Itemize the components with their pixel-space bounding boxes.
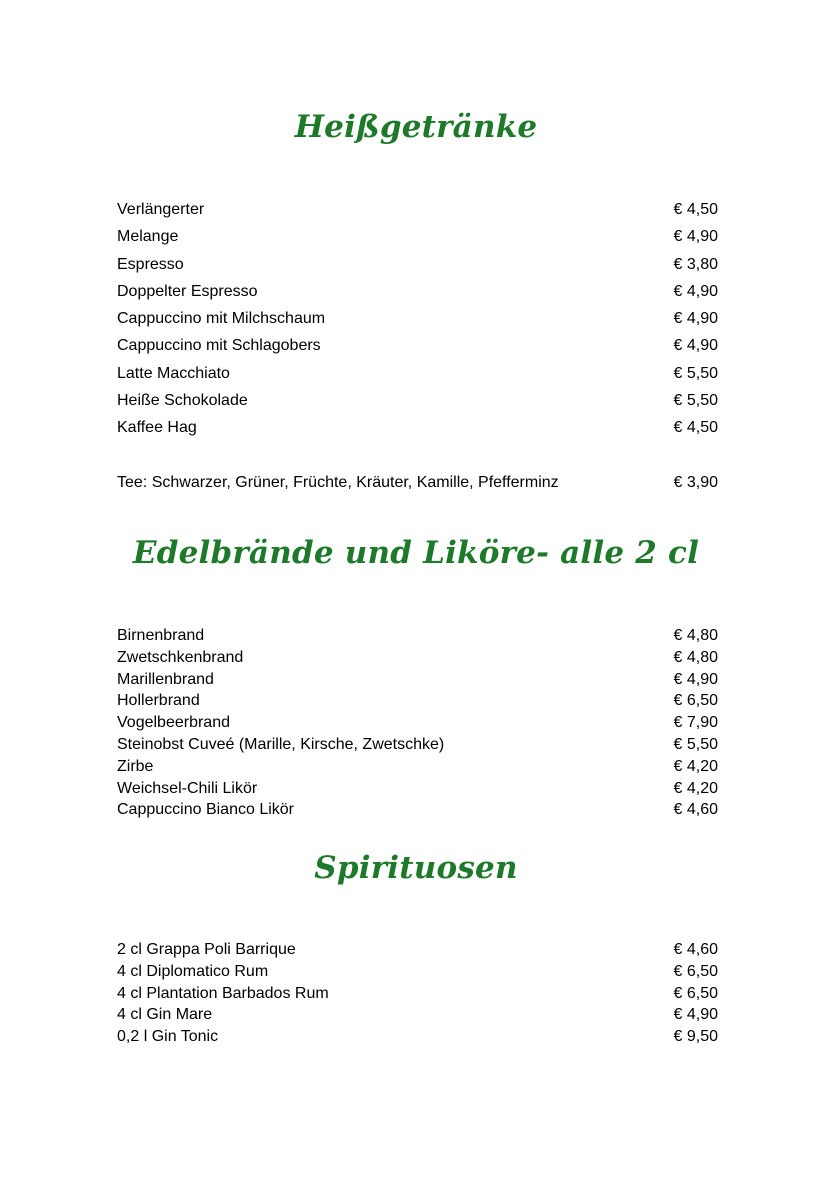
section-heading-spirits: Spirituosen bbox=[314, 850, 518, 886]
item-price: € 6,50 bbox=[673, 962, 718, 980]
item-price: € 4,50 bbox=[673, 201, 718, 218]
menu-item bbox=[117, 647, 718, 669]
item-price: € 4,20 bbox=[673, 757, 718, 775]
menu-item bbox=[117, 332, 718, 359]
item-price: € 7,90 bbox=[673, 714, 718, 732]
item-name: Marillenbrand bbox=[117, 670, 214, 688]
menu-item bbox=[117, 223, 718, 250]
item-name: Cappuccino mit Schlagobers bbox=[117, 337, 321, 355]
item-price: € 4,60 bbox=[673, 941, 718, 958]
item-price: € 4,90 bbox=[673, 670, 718, 688]
item-price: € 4,90 bbox=[673, 337, 718, 355]
item-price: € 4,60 bbox=[673, 801, 718, 819]
item-name: Melange bbox=[117, 228, 179, 246]
item-name: Tee: Schwarzer, Grüner, Früchte, Kräuter, Kamille, Pfefferminz bbox=[117, 474, 559, 491]
menu-item bbox=[117, 251, 718, 278]
menu-item bbox=[117, 939, 718, 961]
menu-item bbox=[117, 196, 718, 223]
item-price: € 5,50 bbox=[673, 392, 718, 410]
menu-item bbox=[117, 305, 718, 332]
menu-item bbox=[117, 1004, 718, 1026]
menu-item bbox=[117, 669, 718, 691]
item-price: € 4,90 bbox=[673, 310, 718, 328]
item-name: 4 cl Gin Mare bbox=[117, 1006, 213, 1024]
menu-item bbox=[117, 756, 718, 778]
item-name: Hollerbrand bbox=[117, 692, 200, 710]
menu-item bbox=[117, 961, 718, 983]
item-name: Cappuccino mit Milchschaum bbox=[117, 310, 326, 328]
menu-item bbox=[117, 712, 718, 734]
menu-item bbox=[117, 414, 718, 441]
menu-item bbox=[117, 983, 718, 1005]
menu-item bbox=[117, 1026, 718, 1048]
menu-item bbox=[117, 734, 718, 756]
item-name: 4 cl Plantation Barbados Rum bbox=[117, 984, 329, 1002]
item-name: Verlängerter bbox=[117, 201, 205, 218]
item-name: 2 cl Grappa Poli Barrique bbox=[117, 941, 296, 958]
item-price: € 5,50 bbox=[673, 364, 718, 382]
item-price: € 3,80 bbox=[673, 255, 718, 273]
item-name: Heiße Schokolade bbox=[117, 392, 248, 410]
item-price: € 4,50 bbox=[673, 419, 718, 437]
menu-item bbox=[117, 778, 718, 800]
menu-item bbox=[117, 278, 718, 305]
item-price: € 6,50 bbox=[673, 692, 718, 710]
item-name: Doppelter Espresso bbox=[117, 282, 258, 300]
menu-item bbox=[117, 387, 718, 414]
menu-item bbox=[117, 625, 718, 647]
item-name: 0,2 l Gin Tonic bbox=[117, 1028, 219, 1046]
item-price: € 5,50 bbox=[673, 735, 718, 753]
item-name: Cappuccino Bianco Likör bbox=[117, 801, 294, 819]
brandies-list bbox=[117, 625, 718, 821]
item-price: € 4,90 bbox=[673, 228, 718, 246]
item-name: Latte Macchiato bbox=[117, 364, 230, 382]
item-price: € 6,50 bbox=[673, 984, 718, 1002]
item-name: Espresso bbox=[117, 255, 184, 273]
menu-item bbox=[117, 360, 718, 387]
item-price: € 3,90 bbox=[673, 474, 718, 491]
item-name: Zwetschkenbrand bbox=[117, 648, 244, 666]
item-price: € 9,50 bbox=[673, 1028, 718, 1046]
item-name: Zirbe bbox=[117, 757, 154, 775]
item-price: € 4,20 bbox=[673, 779, 718, 797]
tea-list bbox=[117, 469, 718, 496]
item-name: Vogelbeerbrand bbox=[117, 714, 230, 732]
item-name: Kaffee Hag bbox=[117, 419, 197, 437]
item-name: Steinobst Cuveé (Marille, Kirsche, Zwetschke) bbox=[117, 735, 445, 753]
section-heading-brandies-liqueurs: Edelbrände und Liköre- alle 2 cl bbox=[132, 535, 700, 571]
item-name: Weichsel-Chili Likör bbox=[117, 779, 258, 797]
spirits-list bbox=[117, 939, 718, 1048]
menu-item bbox=[117, 690, 718, 712]
item-price: € 4,90 bbox=[673, 1006, 718, 1024]
section-heading-hot-drinks: Heißgetränke bbox=[294, 109, 538, 145]
item-name: 4 cl Diplomatico Rum bbox=[117, 962, 269, 980]
menu-item bbox=[117, 799, 718, 821]
menu-item bbox=[117, 469, 718, 496]
item-price: € 4,90 bbox=[673, 282, 718, 300]
item-price: € 4,80 bbox=[673, 648, 718, 666]
hot-drinks-list bbox=[117, 196, 718, 442]
item-name: Birnenbrand bbox=[117, 627, 205, 644]
item-price: € 4,80 bbox=[673, 627, 718, 644]
